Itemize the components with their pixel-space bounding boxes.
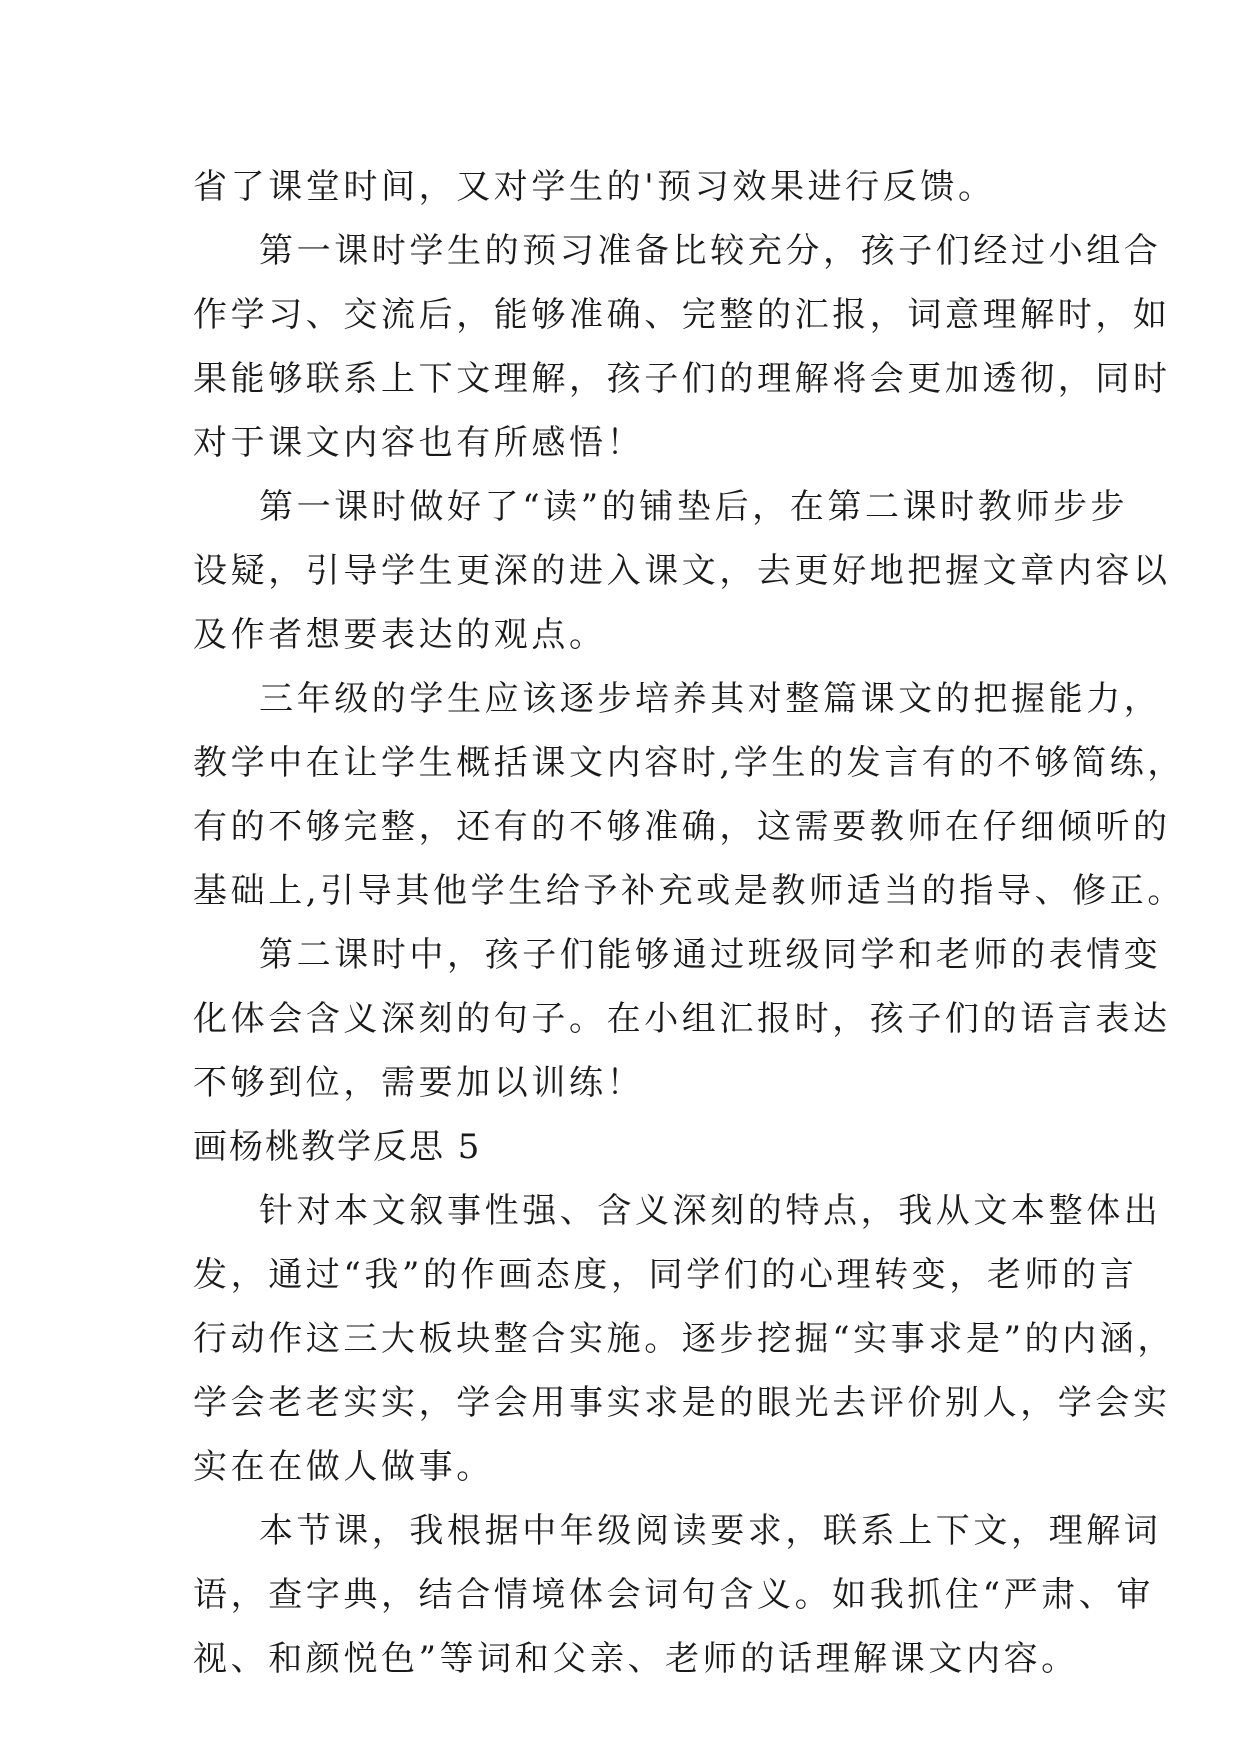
paragraph-line: 第一课时做好了“读”的铺垫后，在第二课时教师步步 <box>259 487 1129 527</box>
paragraph-line: 化体会含义深刻的句子。在小组汇报时，孩子们的语言表达 <box>193 999 1171 1039</box>
paragraph-line: 第一课时学生的预习准备比较充分，孩子们经过小组合 <box>259 231 1162 271</box>
paragraph-line: 对于课文内容也有所感悟！ <box>193 423 645 463</box>
paragraph-line: 语，查字典，结合情境体会词句含义。如我抓住“严肃、审 <box>193 1575 1154 1615</box>
paragraph-line: 教学中在让学生概括课文内容时,学生的发言有的不够简练， <box>193 743 1186 783</box>
paragraph-line: 学会老老实实，学会用事实求是的眼光去评价别人，学会实 <box>193 1383 1171 1423</box>
paragraph-line: 基础上,引导其他学生给予补充或是教师适当的指导、修正。 <box>193 871 1186 911</box>
paragraph-line: 作学习、交流后，能够准确、完整的汇报，词意理解时，如 <box>193 295 1171 335</box>
paragraph-line: 本节课，我根据中年级阅读要求，联系上下文，理解词 <box>259 1511 1162 1551</box>
paragraph-line: 行动作这三大板块整合实施。逐步挖掘“实事求是”的内涵， <box>193 1319 1175 1359</box>
paragraph-line: 不够到位，需要加以训练！ <box>193 1063 645 1103</box>
paragraph-line: 省了课堂时间，又对学生的'预习效果进行反馈。 <box>193 167 996 207</box>
paragraph-line: 三年级的学生应该逐步培养其对整篇课文的把握能力， <box>259 679 1162 719</box>
paragraph-line: 果能够联系上下文理解，孩子们的理解将会更加透彻，同时 <box>193 359 1171 399</box>
paragraph-line: 设疑，引导学生更深的进入课文，去更好地把握文章内容以 <box>193 551 1171 591</box>
paragraph-line: 实在在做人做事。 <box>193 1447 494 1487</box>
paragraph-line: 有的不够完整，还有的不够准确，这需要教师在仔细倾听的 <box>193 807 1171 847</box>
document-body <box>193 155 1186 1691</box>
paragraph-line: 针对本文叙事性强、含义深刻的特点，我从文本整体出 <box>259 1191 1162 1231</box>
paragraph-line: 发，通过“我”的作画态度，同学们的心理转变，老师的言 <box>193 1255 1138 1295</box>
paragraph-line: 及作者想要表达的观点。 <box>193 615 607 655</box>
section-heading: 画杨桃教学反思 5 <box>193 1127 482 1167</box>
paragraph-line: 视、和颜悦色”等词和父亲、老师的话理解课文内容。 <box>193 1639 1079 1679</box>
paragraph-line: 第二课时中，孩子们能够通过班级同学和老师的表情变 <box>259 935 1162 975</box>
